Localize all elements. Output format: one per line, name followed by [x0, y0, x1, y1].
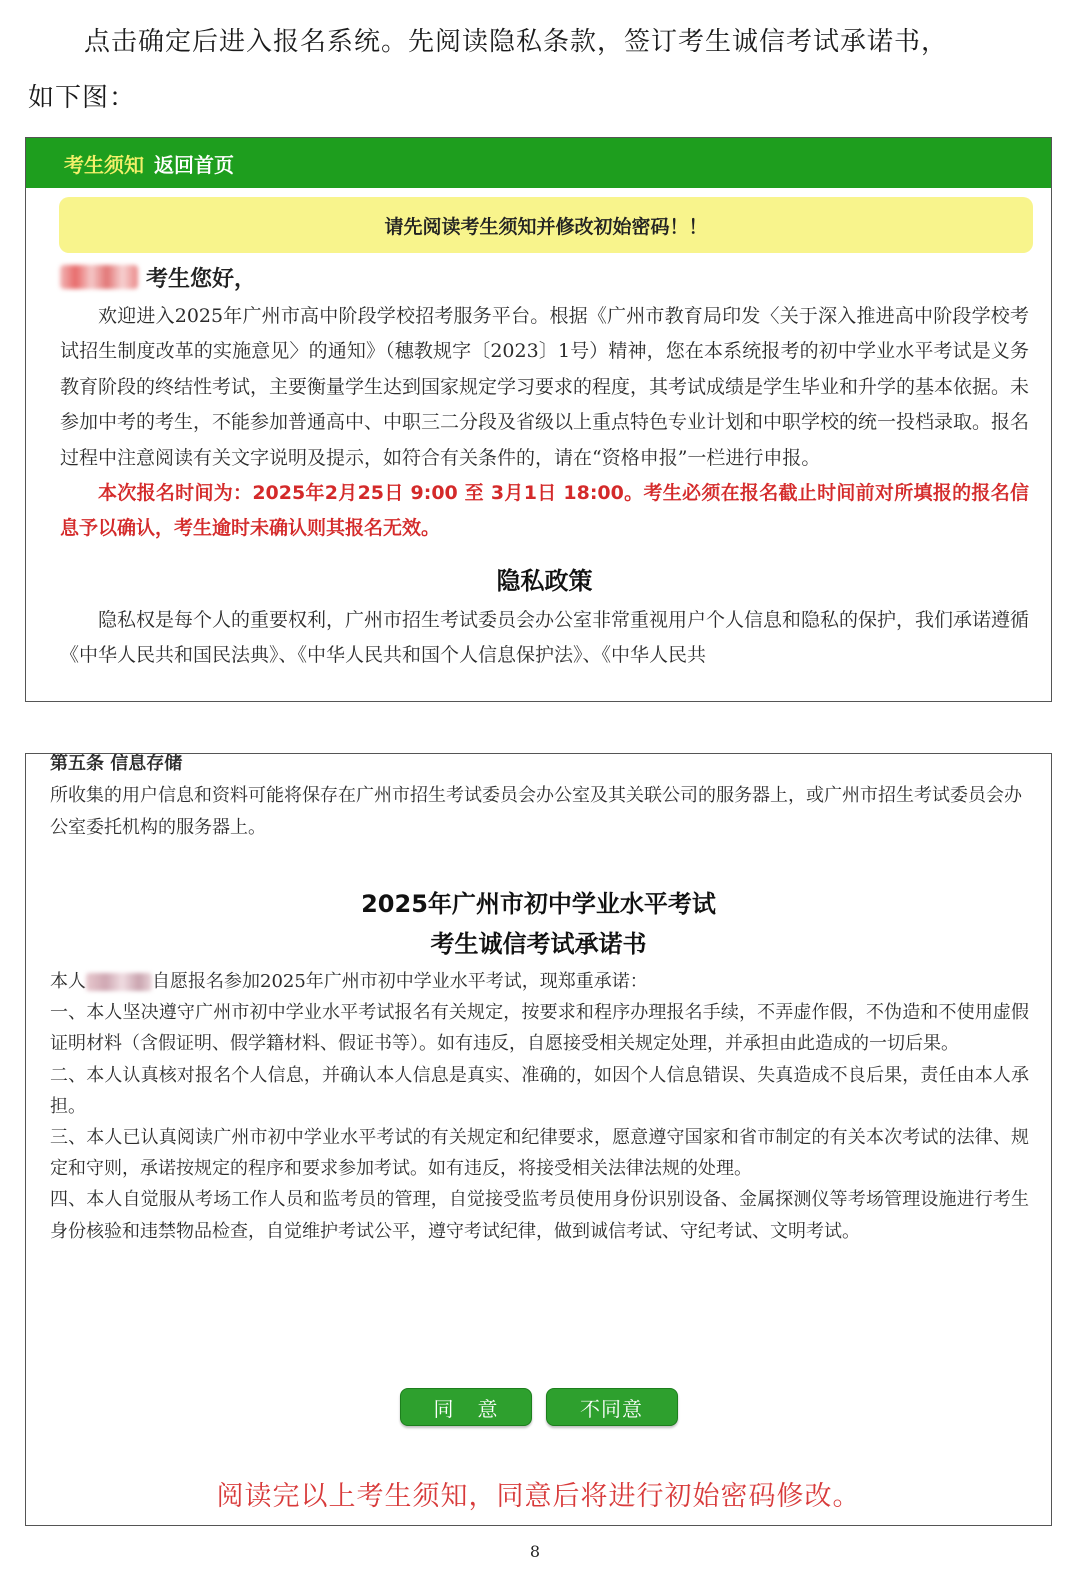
time-suffix: 。考生必须在报名截止时间前对所填报的报名信息予以确认，考生逾时未确认则其报名无效。 [60, 482, 1029, 540]
blurred-candidate-name [60, 265, 138, 289]
welcome-paragraph: 欢迎进入2025年广州市高中阶段学校招考服务平台。根据《广州市教育局印发〈关于深入推进高中阶段学校考试招生制度改革的实施意见〉的通知》（穗教规字〔2023〕1号）精神，您在本系统报考的初中学业水平考试是义务教育阶段的终结性考试，主要衡量学生达到国家规定学习要求的程度，其考试成绩是学生毕业和升学的基本依据。未参加中考的考生，不能参加普通高中、中职三二分段及省级以上重点特色专业计划和中职学校的统一投档录取。报名过程中注意阅读有关文字说明及提示，如符合有关条件的，请在“资格申报”一栏进行申报。 [60, 305, 1030, 469]
pledge-title-line-1: 2025年广州市初中学业水平考试 [361, 890, 716, 918]
article-text: 所收集的用户信息和资料可能将保存在广州市招生考试委员会办公室及其关联公司的服务器上，或广州市招生考试委员会办公室委托机构的服务器上。 [50, 785, 1022, 838]
pledge-body [26, 966, 1051, 1247]
pledge-prefix: 本人 [50, 971, 86, 992]
privacy-article-5 [26, 753, 1051, 844]
pledge-suffix: 自愿报名参加2025年广州市初中学业水平考试，现郑重承诺： [152, 971, 648, 992]
password-change-note: 阅读完以上考生须知，同意后将进行初始密码修改。 [216, 1481, 861, 1512]
notice-screenshot-panel [25, 137, 1052, 702]
time-prefix: 本次报名时间为： [98, 482, 253, 505]
pledge-item-2: 二、本人认真核对报名个人信息，并确认本人信息是真实、准确的，如因个人信息错误、失真造成不良后果，责任由本人承担。 [50, 1064, 1029, 1117]
greeting-text: 考生您好， [146, 266, 257, 292]
disagree-button[interactable]: 不同意 [546, 1388, 678, 1426]
time-start: 2025年2月25日 9:00 [252, 482, 458, 505]
intro-line-1: 点击确定后进入报名系统。先阅读隐私条款，签订考生诚信考试承诺书， [84, 27, 949, 57]
nav-item-return-home[interactable]: 返回首页 [154, 152, 234, 177]
blurred-candidate-name-small [86, 973, 152, 991]
intro-line-2: 如下图： [28, 83, 137, 113]
privacy-policy-text: 隐私权是每个人的重要权利，广州市招生考试委员会办公室非常重视用户个人信息和隐私的保护，我们承诺遵循《中华人民共和国民法典》、《中华人民共和国个人信息保护法》、《中华人民共 [60, 608, 1030, 667]
time-to: 至 [457, 482, 491, 505]
password-notice-banner: 请先阅读考生须知并修改初始密码！！ [59, 197, 1033, 253]
top-nav-bar [26, 138, 1051, 188]
greeting [60, 261, 1051, 293]
article-title: 第五条 信息存储 [50, 753, 183, 774]
page-number: 8 [529, 1542, 541, 1561]
pledge-screenshot-panel[interactable] [25, 753, 1052, 1526]
pledge-intro [50, 966, 1029, 997]
registration-time-paragraph [60, 476, 1029, 547]
agree-button[interactable]: 同意 [400, 1388, 532, 1426]
privacy-policy-title: 隐私政策 [496, 566, 593, 595]
pledge-item-3: 三、本人已认真阅读广州市初中学业水平考试的有关规定和纪律要求，愿意遵守国家和省市制定的有关本次考试的法律、规定和守则，承诺按规定的程序和要求参加考试。如有违反，将接受相关法律法规的处理。 [50, 1127, 1029, 1180]
time-end: 3月1日 18:00 [490, 482, 624, 505]
pledge-button-row [26, 1388, 1051, 1426]
intro-text [28, 14, 1048, 126]
pledge-item-1: 一、本人坚决遵守广州市初中学业水平考试报名有关规定，按要求和程序办理报名手续，不弄虚作假，不伪造和不使用虚假证明材料（含假证明、假学籍材料、假证书等）。如有违反，自愿接受相关规定处理，并承担由此造成的一切后果。 [50, 1002, 1029, 1055]
pledge-item-4: 四、本人自觉服从考场工作人员和监考员的管理，自觉接受监考员使用身份识别设备、金属探测仪等考场管理设施进行考生身份核验和违禁物品检查，自觉维护考试公平，遵守考试纪律，做到诚信考试、守纪考试、文明考试。 [50, 1189, 1029, 1242]
pledge-title-line-2: 考生诚信考试承诺书 [430, 930, 647, 958]
notice-body [60, 299, 1029, 674]
nav-item-candidate-notice[interactable]: 考生须知 [64, 152, 144, 177]
